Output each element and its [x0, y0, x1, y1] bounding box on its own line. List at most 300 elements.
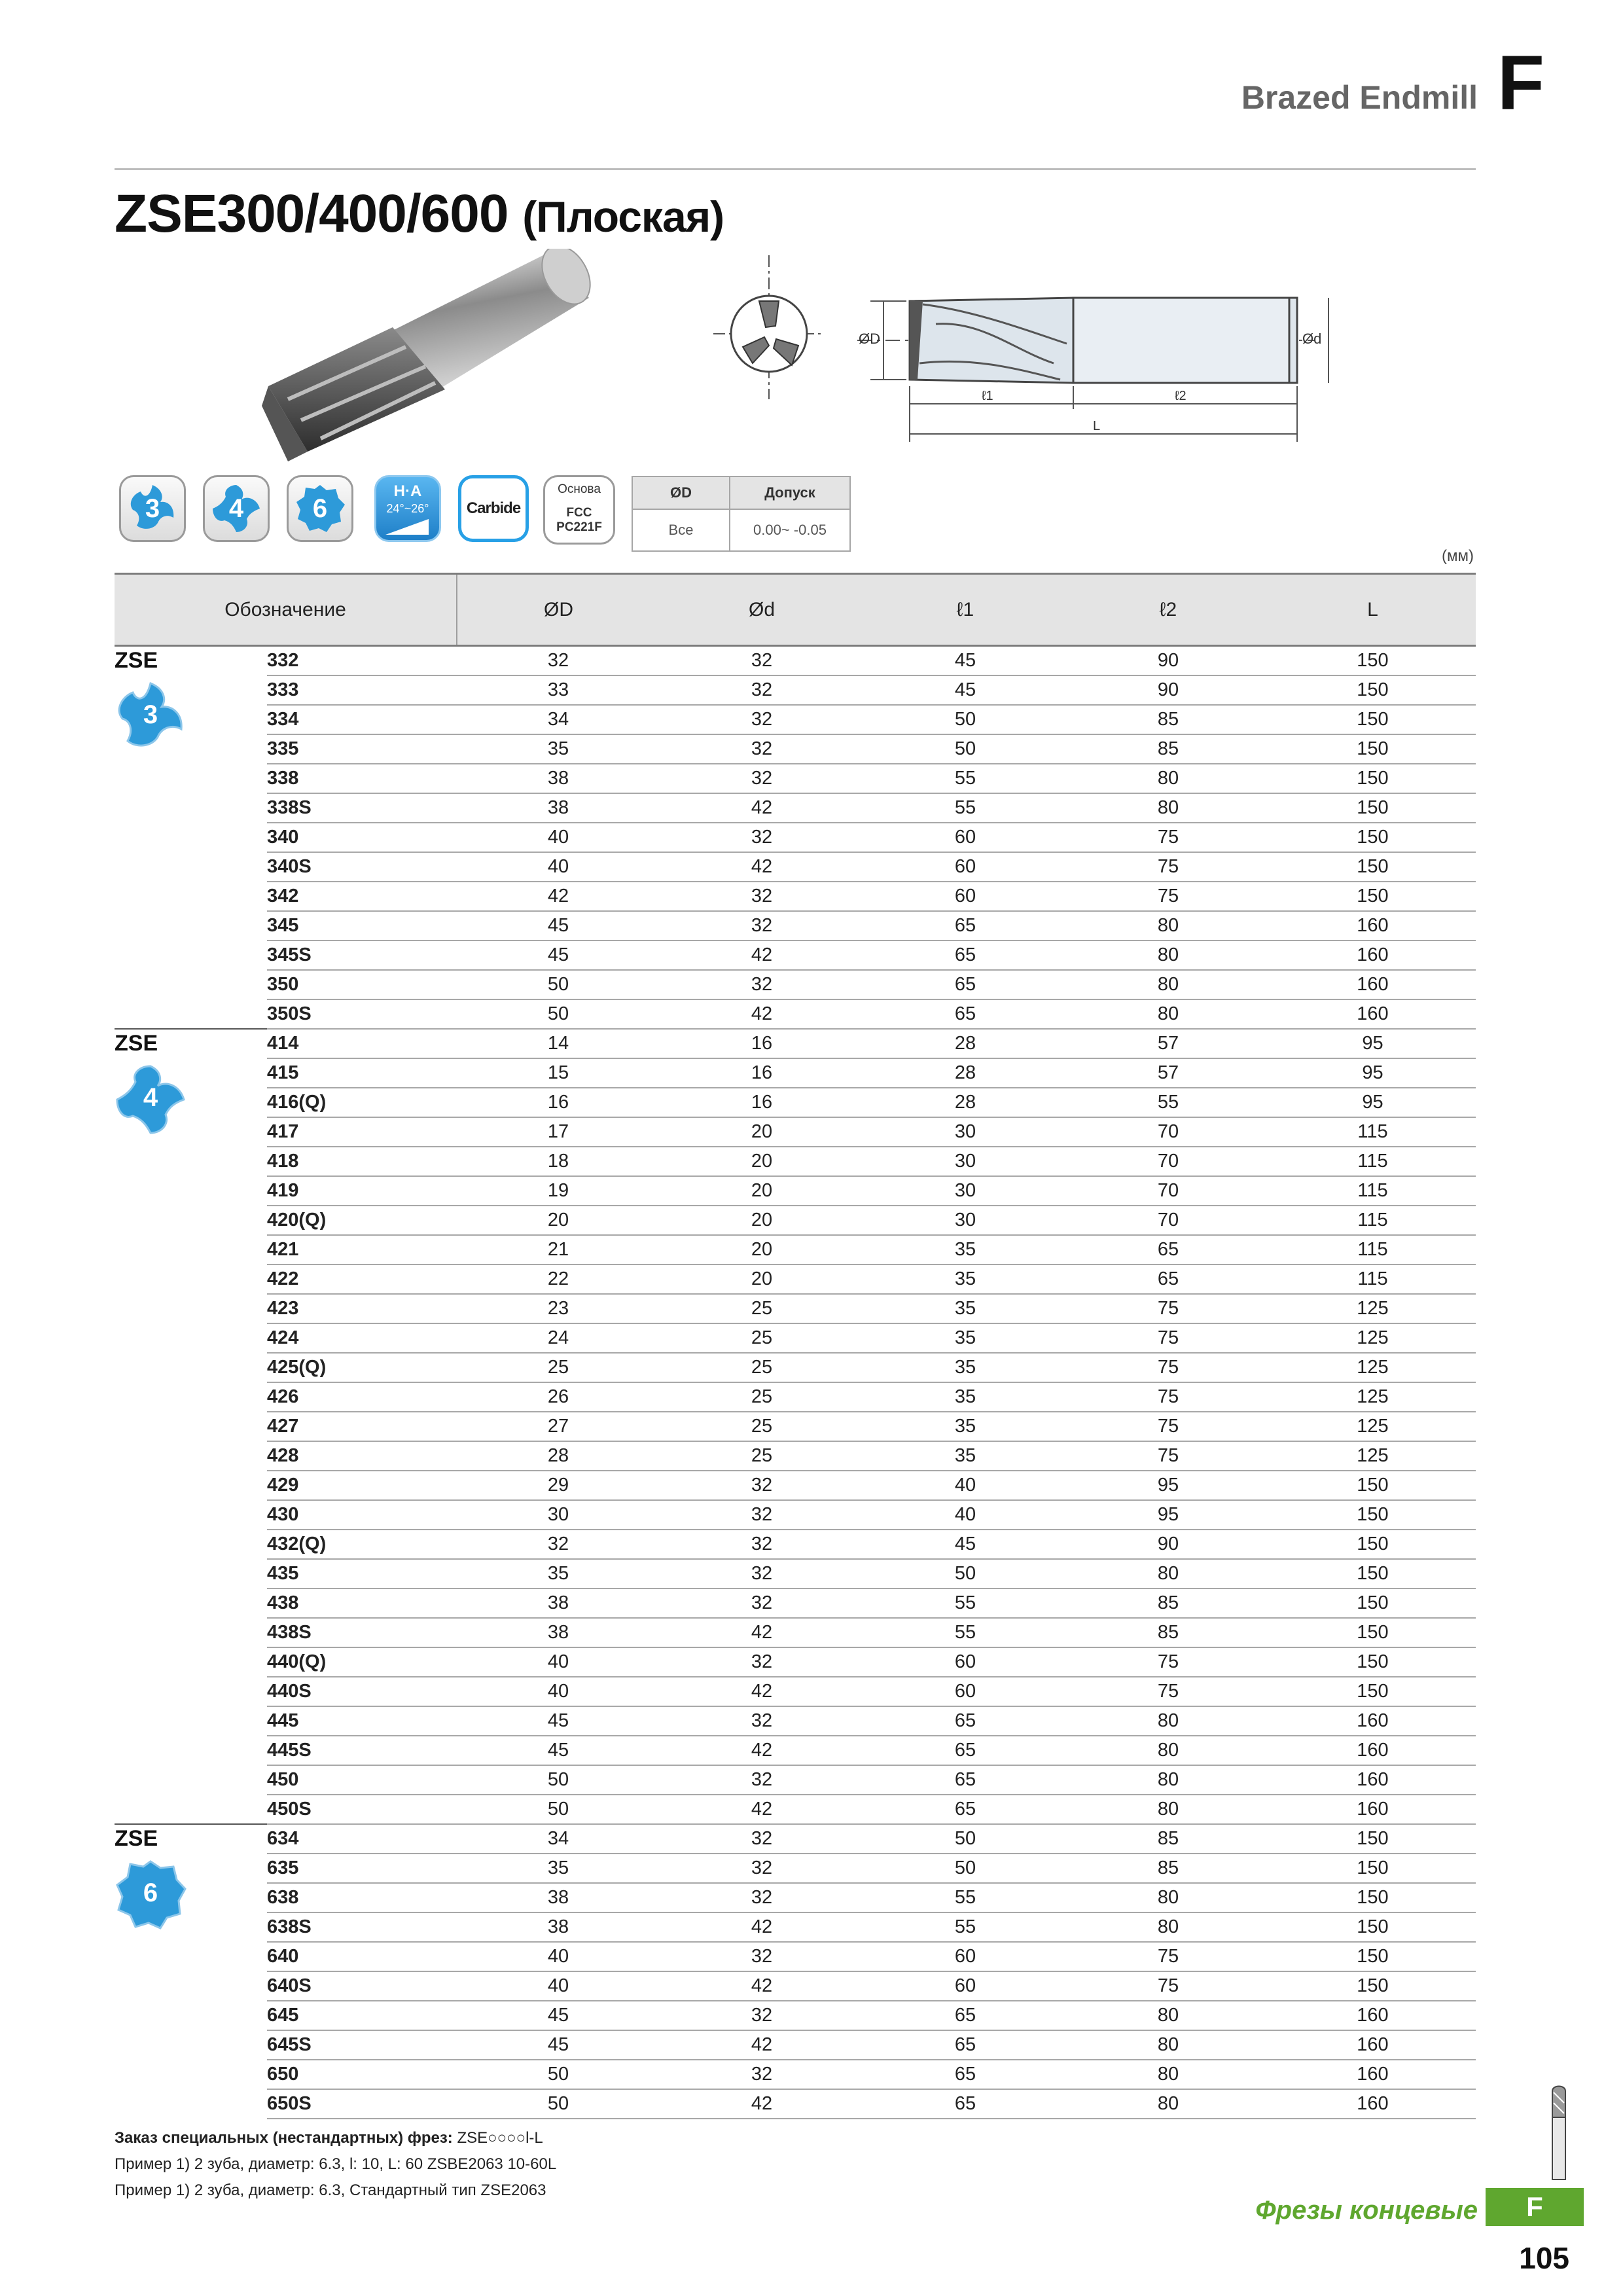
cell-code: 340S: [267, 852, 457, 882]
table-row: [115, 1206, 1476, 1235]
cell-l2: 75: [1067, 1971, 1270, 2001]
cell-D: 50: [457, 999, 660, 1029]
page-number: 105: [1519, 2241, 1569, 2275]
cell-D: 50: [457, 1765, 660, 1795]
cell-l2: 65: [1067, 1235, 1270, 1265]
flute-6-badge: [287, 475, 353, 542]
cell-d: 42: [660, 1795, 864, 1824]
cell-code: 435: [267, 1559, 457, 1588]
cell-l1: 60: [864, 1677, 1067, 1706]
cell-d: 42: [660, 1736, 864, 1765]
flute-4-number: 4: [228, 494, 244, 523]
tolerance-header-diameter: ØD: [632, 476, 730, 509]
cell-d: 32: [660, 2060, 864, 2089]
cell-l2: 95: [1067, 1500, 1270, 1530]
cell-l2: 80: [1067, 2030, 1270, 2060]
cell-l2: 80: [1067, 1795, 1270, 1824]
tolerance-cell-value: 0.00~ -0.05: [730, 509, 850, 551]
cell-L: 150: [1270, 1942, 1476, 1971]
cell-D: 32: [457, 1530, 660, 1559]
cell-l2: 75: [1067, 1412, 1270, 1441]
cell-l2: 75: [1067, 1294, 1270, 1323]
cell-d: 20: [660, 1235, 864, 1265]
cell-D: 35: [457, 1559, 660, 1588]
cell-code: 332: [267, 646, 457, 676]
cell-L: 115: [1270, 1206, 1476, 1235]
cell-d: 32: [660, 1942, 864, 1971]
cell-code: 445: [267, 1706, 457, 1736]
cell-l2: 80: [1067, 1765, 1270, 1795]
dim-d-label: Ød: [1302, 331, 1322, 347]
flute-count: 3: [143, 700, 158, 729]
table-row: [115, 999, 1476, 1029]
series-name: ZSE: [115, 648, 158, 673]
cell-D: 22: [457, 1265, 660, 1294]
cell-D: 14: [457, 1029, 660, 1058]
example-2: Пример 1) 2 зуба, диаметр: 6.3, Стандартный тип ZSE2063: [115, 2181, 546, 2199]
series-name: ZSE: [115, 1826, 158, 1851]
table-row: [115, 1706, 1476, 1736]
cell-D: 28: [457, 1441, 660, 1471]
side-view-drawing: [844, 252, 1348, 442]
cell-d: 25: [660, 1353, 864, 1382]
cell-D: 45: [457, 1736, 660, 1765]
cell-D: 50: [457, 2060, 660, 2089]
cell-code: 424: [267, 1323, 457, 1353]
cell-d: 32: [660, 882, 864, 911]
group-cell: [115, 1412, 267, 1441]
cell-code: 650S: [267, 2089, 457, 2119]
group-cell: [115, 941, 267, 970]
group-cell: [115, 823, 267, 852]
cell-L: 150: [1270, 646, 1476, 676]
cell-D: 35: [457, 734, 660, 764]
flute-3-badge: [119, 475, 186, 542]
group-cell: [115, 705, 267, 734]
cell-L: 125: [1270, 1382, 1476, 1412]
cell-l2: 95: [1067, 1471, 1270, 1500]
cell-d: 20: [660, 1265, 864, 1294]
table-row: [115, 1088, 1476, 1117]
cell-L: 160: [1270, 1736, 1476, 1765]
cell-l1: 30: [864, 1176, 1067, 1206]
helix-angle-badge: [374, 475, 441, 542]
cell-L: 125: [1270, 1323, 1476, 1353]
group-cell: [115, 1029, 267, 1112]
cell-L: 125: [1270, 1412, 1476, 1441]
cell-d: 42: [660, 1618, 864, 1647]
cell-l2: 90: [1067, 675, 1270, 705]
group-cell: [115, 1854, 267, 1883]
cell-l1: 35: [864, 1353, 1067, 1382]
table-row: [115, 1441, 1476, 1471]
cell-d: 32: [660, 646, 864, 676]
header-designation: Обозначение: [115, 574, 457, 646]
table-row: [115, 1647, 1476, 1677]
table-row: [115, 1294, 1476, 1323]
header-l2: ℓ2: [1067, 574, 1270, 646]
cell-d: 16: [660, 1058, 864, 1088]
cell-d: 20: [660, 1117, 864, 1147]
cell-d: 32: [660, 1530, 864, 1559]
cell-code: 650: [267, 2060, 457, 2089]
cell-L: 160: [1270, 1765, 1476, 1795]
dim-L-label: L: [1093, 419, 1101, 433]
cell-L: 150: [1270, 1471, 1476, 1500]
cell-code: 417: [267, 1117, 457, 1147]
cell-L: 160: [1270, 2030, 1476, 2060]
flute-count: 6: [143, 1878, 158, 1907]
table-row: [115, 734, 1476, 764]
product-series: ZSE300/400/600: [115, 184, 508, 243]
cell-code: 430: [267, 1500, 457, 1530]
table-row: [115, 1971, 1476, 2001]
cell-d: 32: [660, 1706, 864, 1736]
cell-l2: 80: [1067, 1736, 1270, 1765]
cell-L: 150: [1270, 1677, 1476, 1706]
page-title: [115, 183, 724, 245]
cell-code: 422: [267, 1265, 457, 1294]
cell-d: 42: [660, 2089, 864, 2119]
helix-label: H·A: [393, 482, 422, 500]
cell-code: 638S: [267, 1912, 457, 1942]
cell-D: 40: [457, 1677, 660, 1706]
cell-l1: 28: [864, 1029, 1067, 1058]
end-view-drawing: [713, 255, 825, 399]
group-cell: [115, 646, 267, 729]
cell-l2: 80: [1067, 970, 1270, 999]
group-cell: [115, 1471, 267, 1500]
cell-D: 25: [457, 1353, 660, 1382]
cell-d: 32: [660, 1647, 864, 1677]
cell-L: 160: [1270, 1706, 1476, 1736]
table-row: [115, 1736, 1476, 1765]
cell-L: 95: [1270, 1088, 1476, 1117]
cell-l1: 30: [864, 1206, 1067, 1235]
cell-D: 18: [457, 1147, 660, 1176]
cell-D: 34: [457, 1824, 660, 1854]
cell-L: 150: [1270, 1500, 1476, 1530]
cell-d: 25: [660, 1323, 864, 1353]
cell-code: 419: [267, 1176, 457, 1206]
table-row: [115, 1412, 1476, 1441]
cell-D: 50: [457, 2089, 660, 2119]
cell-D: 21: [457, 1235, 660, 1265]
group-cell: [115, 1176, 267, 1206]
cell-l1: 55: [864, 1588, 1067, 1618]
tolerance-table: [632, 476, 851, 552]
cell-D: 20: [457, 1206, 660, 1235]
group-cell: [115, 1677, 267, 1706]
cell-D: 27: [457, 1412, 660, 1441]
cell-L: 150: [1270, 823, 1476, 852]
group-cell: [115, 1353, 267, 1382]
group-cell: [115, 1588, 267, 1618]
table-row: [115, 1765, 1476, 1795]
cell-d: 25: [660, 1382, 864, 1412]
group-cell: [115, 1206, 267, 1235]
cell-l1: 45: [864, 1530, 1067, 1559]
base-grade-badge: [543, 475, 615, 545]
cell-code: 635: [267, 1854, 457, 1883]
cell-d: 32: [660, 705, 864, 734]
table-row: [115, 1382, 1476, 1412]
table-row: [115, 1117, 1476, 1147]
cell-code: 425(Q): [267, 1353, 457, 1382]
cell-L: 150: [1270, 734, 1476, 764]
header-L: L: [1270, 574, 1476, 646]
cell-L: 150: [1270, 1912, 1476, 1942]
cell-d: 16: [660, 1029, 864, 1058]
cell-D: 40: [457, 852, 660, 882]
cell-l2: 85: [1067, 705, 1270, 734]
table-row: [115, 1618, 1476, 1647]
tolerance-cell-range: Все: [632, 509, 730, 551]
cell-D: 45: [457, 1706, 660, 1736]
group-cell: [115, 1294, 267, 1323]
cell-D: 38: [457, 1618, 660, 1647]
cell-l2: 85: [1067, 1824, 1270, 1854]
table-row: [115, 793, 1476, 823]
group-cell: [115, 1235, 267, 1265]
group-cell: [115, 1618, 267, 1647]
group-cell: [115, 675, 267, 705]
cell-code: 342: [267, 882, 457, 911]
flute-4-badge: [203, 475, 270, 542]
cell-code: 440(Q): [267, 1647, 457, 1677]
unit-label: (мм): [1442, 547, 1474, 565]
cell-l2: 80: [1067, 1912, 1270, 1942]
cell-code: 638: [267, 1883, 457, 1912]
order-code: ZSE○○○○l-L: [457, 2129, 543, 2147]
table-row: [115, 1677, 1476, 1706]
cell-L: 95: [1270, 1029, 1476, 1058]
cell-L: 150: [1270, 1559, 1476, 1588]
cell-D: 34: [457, 705, 660, 734]
group-cell: [115, 1530, 267, 1559]
cell-L: 150: [1270, 1618, 1476, 1647]
cell-D: 19: [457, 1176, 660, 1206]
cell-l2: 80: [1067, 911, 1270, 941]
group-cell: [115, 1058, 267, 1088]
cell-l1: 65: [864, 911, 1067, 941]
cell-D: 15: [457, 1058, 660, 1088]
cell-l2: 75: [1067, 1942, 1270, 1971]
group-cell: [115, 1795, 267, 1824]
cell-L: 150: [1270, 1971, 1476, 2001]
cell-L: 115: [1270, 1235, 1476, 1265]
footer-section-name: Фрезы концевые: [1255, 2196, 1478, 2225]
cell-d: 32: [660, 1500, 864, 1530]
cell-l1: 40: [864, 1471, 1067, 1500]
cell-code: 428: [267, 1441, 457, 1471]
table-row: [115, 2060, 1476, 2089]
cell-D: 38: [457, 1588, 660, 1618]
group-cell: [115, 1883, 267, 1912]
group-cell: [115, 1265, 267, 1294]
cell-d: 20: [660, 1206, 864, 1235]
cell-d: 42: [660, 999, 864, 1029]
cell-D: 17: [457, 1117, 660, 1147]
cell-L: 160: [1270, 999, 1476, 1029]
endmill-photo: [262, 249, 628, 465]
cell-D: 42: [457, 882, 660, 911]
series-name: ZSE: [115, 1031, 158, 1056]
table-row: [115, 1265, 1476, 1294]
cell-l2: 80: [1067, 2060, 1270, 2089]
cell-l2: 57: [1067, 1029, 1270, 1058]
cell-code: 645: [267, 2001, 457, 2030]
cell-L: 160: [1270, 970, 1476, 999]
cell-code: 420(Q): [267, 1206, 457, 1235]
cell-code: 640S: [267, 1971, 457, 2001]
cell-l1: 35: [864, 1382, 1067, 1412]
header-l1: ℓ1: [864, 574, 1067, 646]
order-line: [115, 2125, 556, 2151]
cell-l2: 75: [1067, 1323, 1270, 1353]
cell-L: 160: [1270, 911, 1476, 941]
cell-l2: 70: [1067, 1176, 1270, 1206]
cell-l1: 55: [864, 793, 1067, 823]
cell-d: 32: [660, 1559, 864, 1588]
cell-D: 26: [457, 1382, 660, 1412]
cell-l1: 60: [864, 882, 1067, 911]
table-row: [115, 1824, 1476, 1854]
group-cell: [115, 2030, 267, 2060]
cell-d: 32: [660, 970, 864, 999]
ordering-notes: [115, 2125, 556, 2204]
cell-L: 150: [1270, 1588, 1476, 1618]
cell-L: 115: [1270, 1117, 1476, 1147]
cell-D: 30: [457, 1500, 660, 1530]
cell-l1: 60: [864, 1942, 1067, 1971]
group-cell: [115, 1559, 267, 1588]
table-row: [115, 1147, 1476, 1176]
group-cell: [115, 1441, 267, 1471]
cell-l1: 55: [864, 764, 1067, 793]
cell-l1: 35: [864, 1294, 1067, 1323]
table-row: [115, 1176, 1476, 1206]
cell-L: 150: [1270, 852, 1476, 882]
cell-L: 160: [1270, 1795, 1476, 1824]
group-cell: [115, 1117, 267, 1147]
cell-d: 32: [660, 764, 864, 793]
cell-D: 45: [457, 941, 660, 970]
table-row: [115, 911, 1476, 941]
group-cell: [115, 1736, 267, 1765]
section-letter: F: [1497, 40, 1544, 126]
cell-l1: 28: [864, 1058, 1067, 1088]
cell-L: 115: [1270, 1176, 1476, 1206]
cell-L: 150: [1270, 705, 1476, 734]
group-cell: [115, 1088, 267, 1117]
cell-D: 40: [457, 1942, 660, 1971]
cell-code: 421: [267, 1235, 457, 1265]
cell-d: 32: [660, 1824, 864, 1854]
table-row: [115, 970, 1476, 999]
cell-d: 32: [660, 2001, 864, 2030]
table-row: [115, 1795, 1476, 1824]
cell-L: 160: [1270, 2060, 1476, 2089]
cell-l1: 65: [864, 1706, 1067, 1736]
cell-D: 50: [457, 1795, 660, 1824]
cell-l1: 50: [864, 705, 1067, 734]
cell-code: 423: [267, 1294, 457, 1323]
cell-L: 150: [1270, 675, 1476, 705]
cell-l2: 70: [1067, 1147, 1270, 1176]
cell-l2: 80: [1067, 2089, 1270, 2119]
group-cell: [115, 793, 267, 823]
cell-d: 20: [660, 1176, 864, 1206]
cell-l1: 45: [864, 646, 1067, 676]
cell-l2: 70: [1067, 1206, 1270, 1235]
header-d: Ød: [660, 574, 864, 646]
header-divider: [115, 168, 1476, 170]
cell-l2: 80: [1067, 999, 1270, 1029]
cell-l1: 65: [864, 2030, 1067, 2060]
table-row: [115, 2030, 1476, 2060]
cell-l1: 65: [864, 1736, 1067, 1765]
cell-L: 160: [1270, 941, 1476, 970]
footer-section-letter: F: [1486, 2188, 1584, 2226]
cell-l1: 60: [864, 852, 1067, 882]
cell-code: 429: [267, 1471, 457, 1500]
cell-D: 40: [457, 1971, 660, 2001]
table-row: [115, 764, 1476, 793]
table-row: [115, 941, 1476, 970]
dim-D-label: ØD: [859, 331, 880, 347]
base-grade-value-2: PC221F: [556, 520, 602, 534]
cell-L: 150: [1270, 1530, 1476, 1559]
cell-code: 432(Q): [267, 1530, 457, 1559]
dimensions-table: [115, 573, 1476, 2119]
cell-L: 150: [1270, 1647, 1476, 1677]
example-1: Пример 1) 2 зуба, диаметр: 6.3, l: 10, L: 60 ZSBE2063 10-60L: [115, 2155, 557, 2173]
cell-d: 32: [660, 911, 864, 941]
cell-D: 35: [457, 1854, 660, 1883]
flute-6-number: 6: [312, 494, 328, 523]
cell-l1: 65: [864, 2001, 1067, 2030]
dim-l1-label: ℓ1: [982, 389, 993, 403]
dim-l2-label: ℓ2: [1175, 389, 1186, 403]
cell-L: 125: [1270, 1353, 1476, 1382]
cell-L: 95: [1270, 1058, 1476, 1088]
group-cell: [115, 1706, 267, 1736]
table-row: [115, 1058, 1476, 1088]
cell-l2: 90: [1067, 646, 1270, 676]
cell-L: 150: [1270, 764, 1476, 793]
endmill-thumbnail-icon: [1543, 2085, 1576, 2183]
flute-3-number: 3: [145, 494, 160, 523]
cell-l2: 80: [1067, 2001, 1270, 2030]
table-row: [115, 675, 1476, 705]
cell-l1: 60: [864, 823, 1067, 852]
cell-D: 23: [457, 1294, 660, 1323]
cell-code: 333: [267, 675, 457, 705]
cell-D: 38: [457, 1912, 660, 1942]
cell-L: 150: [1270, 1824, 1476, 1854]
cell-D: 16: [457, 1088, 660, 1117]
cell-code: 414: [267, 1029, 457, 1058]
cell-l2: 75: [1067, 882, 1270, 911]
table-row: [115, 852, 1476, 882]
cell-L: 115: [1270, 1265, 1476, 1294]
table-row: [115, 1942, 1476, 1971]
cell-d: 25: [660, 1441, 864, 1471]
table-row: [115, 1912, 1476, 1942]
table-row: [115, 1883, 1476, 1912]
base-grade-value-1: FCC: [566, 506, 592, 520]
